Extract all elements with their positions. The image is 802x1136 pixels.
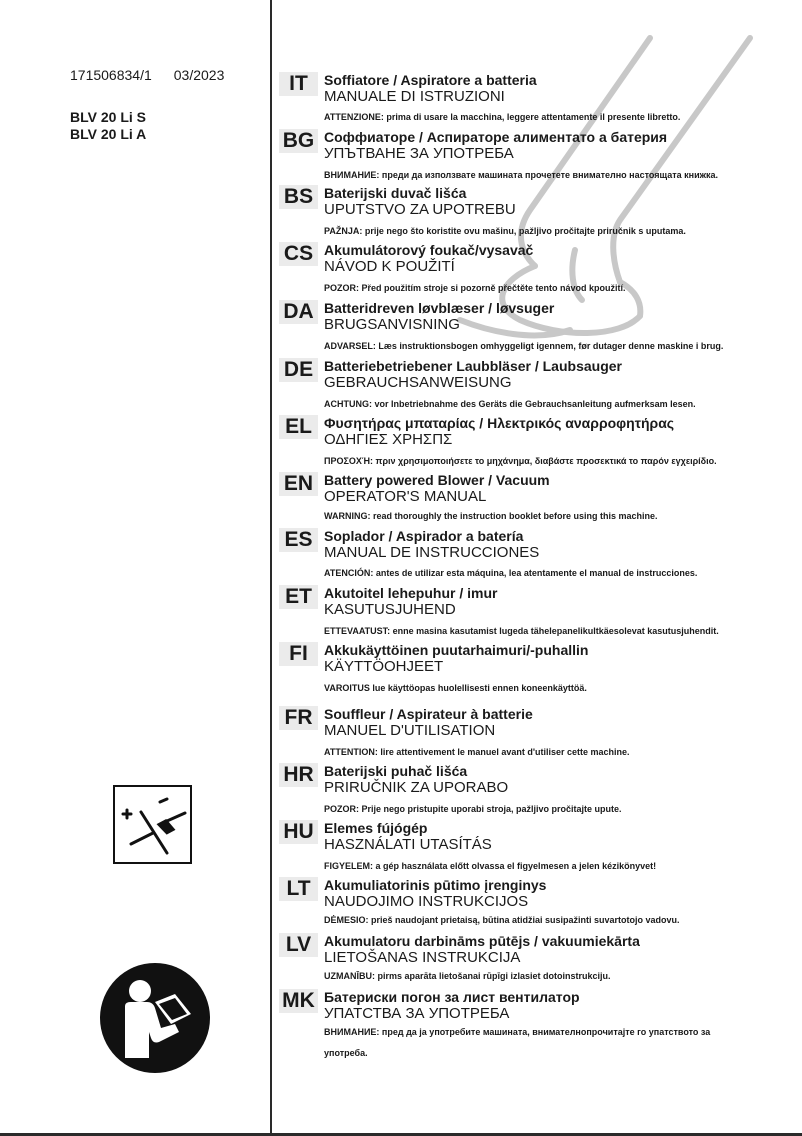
- manual-title: OPERATOR'S MANUAL: [324, 488, 487, 505]
- language-code-badge: ES: [279, 528, 318, 552]
- warning-text: WARNING: read thoroughly the instruction booklet before using this machine.: [324, 511, 658, 521]
- document-code: 171506834/1: [70, 67, 152, 83]
- product-title: Batteridreven løvblæser / løvsuger: [324, 300, 555, 316]
- product-title: Souffleur / Aspirateur à batterie: [324, 706, 533, 722]
- language-code-badge: HU: [279, 820, 318, 844]
- warning-text: PAŽNJA: prije nego što koristite ovu mašinu, pažljivo pročitajte priručnik s uputama.: [324, 226, 686, 236]
- manual-title: MANUALE DI ISTRUZIONI: [324, 88, 505, 105]
- manual-title: PRIRUČNIK ZA UPORABO: [324, 779, 509, 796]
- language-code-badge: IT: [279, 72, 318, 96]
- warning-text: POZOR: Prije nego pristupite uporabi stroja, pažljivo pročitajte upute.: [324, 804, 622, 814]
- warning-text: POZOR: Před použitím stroje si pozorně přečtěte tento návod kpoužití.: [324, 283, 626, 293]
- warning-text: ETTEVAATUST: enne masina kasutamist lugeda tähelepanelikultkäesolevat kasutusjuhendit.: [324, 626, 719, 636]
- language-code-badge: LT: [279, 877, 318, 901]
- product-title: Соффиаторе / Аспираторе алиментато а батерия: [324, 129, 668, 145]
- warning-text: ΠΡΟΣΟΧΉ: πριν χρησιμοποιήσετε το μηχάνημα, διαβάστε προσεκτικά το παρόν εγχειρίδιο.: [324, 456, 717, 466]
- document-info: [70, 67, 224, 143]
- warning-text: ВНИМАНИЕ: преди да използвате машината прочетете внимателно настоящата книжка.: [324, 170, 719, 180]
- manual-title: УПЪТВАНЕ ЗА УПОТРЕБА: [324, 145, 514, 162]
- manual-title: UPUTSTVO ZA UPOTREBU: [324, 201, 516, 218]
- warning-text: VAROITUS lue käyttöopas huolellisesti ennen koneenkäyttöä.: [324, 683, 587, 693]
- manual-title: GEBRAUCHSANWEISUNG: [324, 374, 512, 391]
- document-date: 03/2023: [173, 67, 225, 83]
- product-title: Akumulatoru darbināms pūtējs / vakuumiekārta: [324, 933, 640, 949]
- language-code-badge: DE: [279, 358, 318, 382]
- manual-title: KASUTUSJUHEND: [324, 601, 456, 618]
- manual-title: LIETOŠANAS INSTRUKCIJA: [324, 949, 521, 966]
- model-list: [70, 109, 224, 143]
- vertical-divider: [270, 0, 272, 1134]
- language-code-badge: DA: [279, 300, 318, 324]
- language-code-badge: MK: [279, 989, 318, 1013]
- manual-title: NÁVOD K POUŽITÍ: [324, 258, 455, 275]
- product-title: Soplador / Aspirador a batería: [324, 528, 524, 544]
- product-title: Φυσητήρας μπαταρίας / Ηλεκτρικός αναρροφητήρας: [324, 415, 675, 431]
- product-title: Baterijski puhač lišća: [324, 763, 468, 779]
- warning-text: ADVARSEL: Læs instruktionsbogen omhyggeligt igennem, før dutager denne maskine i brug.: [324, 341, 724, 351]
- read-manual-icon: [99, 962, 211, 1074]
- product-title: Battery powered Blower / Vacuum: [324, 472, 550, 488]
- battery-polarity-icon: [113, 785, 192, 864]
- language-code-badge: HR: [279, 763, 318, 787]
- language-code-badge: EN: [279, 472, 318, 496]
- manual-title: KÄYTTÖOHJEET: [324, 658, 444, 675]
- warning-text: ATTENZIONE: prima di usare la macchina, leggere attentamente il presente libretto.: [324, 112, 681, 122]
- product-title: Батериски погон за лист вентилатор: [324, 989, 580, 1005]
- model-name: BLV 20 Li A: [70, 126, 147, 142]
- product-title: Elemes fújógép: [324, 820, 428, 836]
- manual-title: MANUEL D'UTILISATION: [324, 722, 496, 739]
- warning-text: UZMANĪBU: pirms aparāta lietošanai rūpīgi izlasiet dotoinstrukciju.: [324, 971, 611, 981]
- manual-title: NAUDOJIMO INSTRUKCIJOS: [324, 893, 529, 910]
- manual-title: BRUGSANVISNING: [324, 316, 460, 333]
- product-title: Baterijski duvač lišća: [324, 185, 467, 201]
- language-code-badge: BS: [279, 185, 318, 209]
- warning-text: ВНИМАНИЕ: пред да ја употребите машината, внимателнопрочитајте го упатството за употреба.: [324, 1027, 711, 1058]
- warning-text: FIGYELEM: a gép használata előtt olvassa el figyelmesen a jelen kézikönyvet!: [324, 861, 657, 871]
- product-title: Akkukäyttöinen puutarhaimuri/-puhallin: [324, 642, 589, 658]
- product-title: Batteriebetriebener Laubbläser / Laubsauger: [324, 358, 622, 374]
- product-title: Akumuliatorinis pūtimo įrenginys: [324, 877, 547, 893]
- language-code-badge: EL: [279, 415, 318, 439]
- language-code-badge: BG: [279, 129, 318, 153]
- manual-title: УПАТСТВА ЗА УПОТРЕБА: [324, 1005, 510, 1022]
- model-name: BLV 20 Li S: [70, 109, 146, 125]
- warning-text: DĖMESIO: prieš naudojant prietaisą, būtina atidžiai susipažinti suvartotojo vadovu.: [324, 915, 680, 925]
- product-title: Soffiatore / Aspiratore a batteria: [324, 72, 537, 88]
- manual-title: HASZNÁLATI UTASÍTÁS: [324, 836, 492, 853]
- language-code-badge: LV: [279, 933, 318, 957]
- language-code-badge: FI: [279, 642, 318, 666]
- manual-title: ΟΔΗΓΙΕΣ ΧΡΗΣΠΣ: [324, 431, 453, 448]
- product-title: Akumulátorový foukač/vysavač: [324, 242, 534, 258]
- warning-text: ATENCIÓN: antes de utilizar esta máquina, lea atentamente el manual de instrucciones.: [324, 568, 698, 578]
- doc-meta: [70, 67, 224, 83]
- manual-title: MANUAL DE INSTRUCCIONES: [324, 544, 540, 561]
- warning-text: ACHTUNG: vor Inbetriebnahme des Geräts die Gebrauchsanleitung aufmerksam lesen.: [324, 399, 696, 409]
- language-code-badge: CS: [279, 242, 318, 266]
- language-code-badge: FR: [279, 706, 318, 730]
- warning-text: ATTENTION: lire attentivement le manuel avant d'utiliser cette machine.: [324, 747, 630, 757]
- language-code-badge: ET: [279, 585, 318, 609]
- product-title: Akutoitel lehepuhur / imur: [324, 585, 498, 601]
